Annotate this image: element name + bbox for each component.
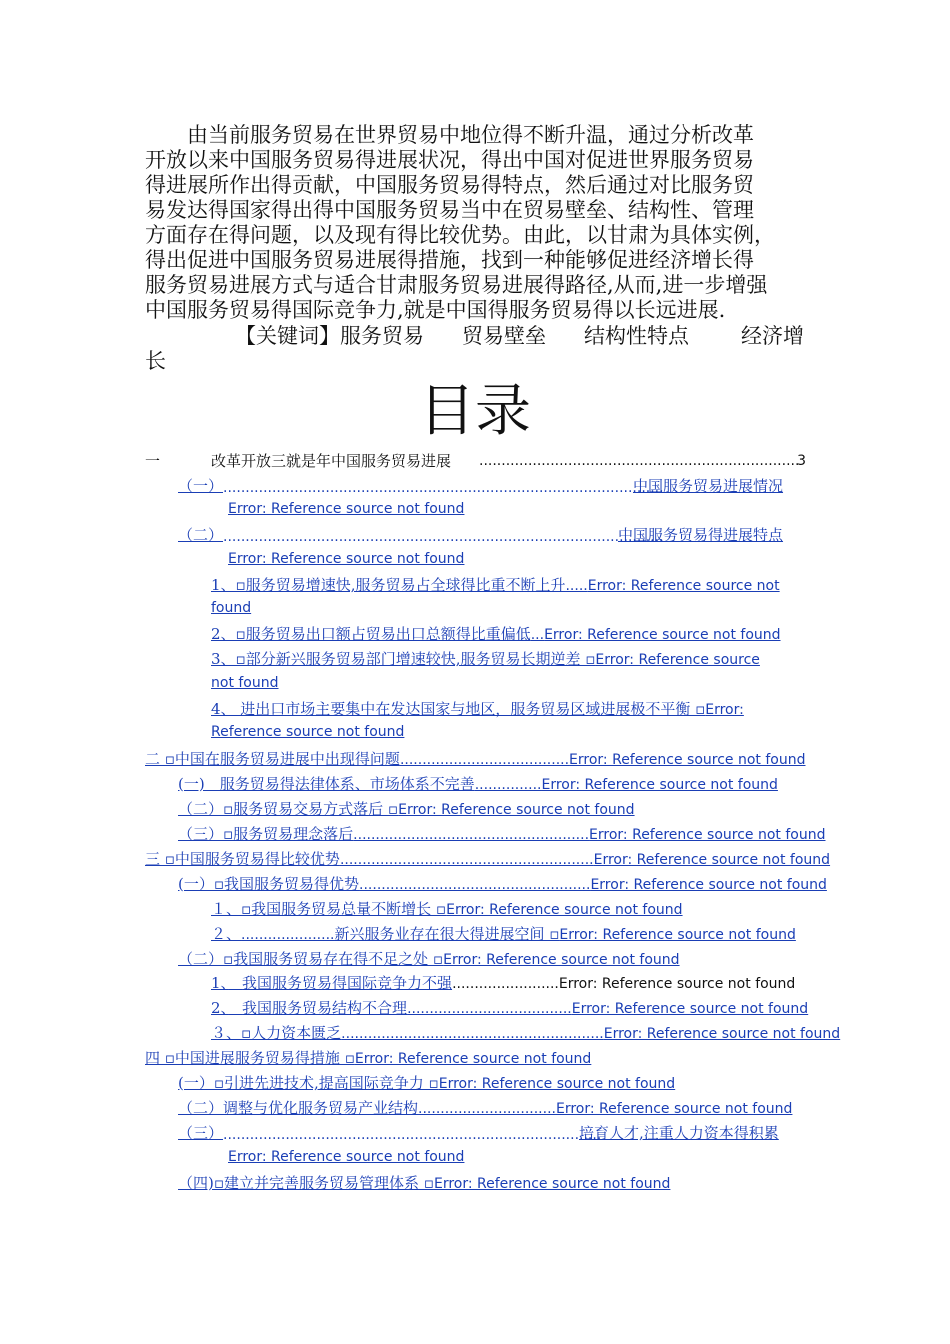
toc-link[interactable] [211, 1022, 840, 1046]
toc-leader: .................................................... [359, 877, 591, 893]
keyword-item: 经济增 [741, 324, 804, 348]
abstract-line: 得出促进中国服务贸易进展得措施，找到一种能够促进经济增长得 [145, 248, 754, 272]
toc-link[interactable] [178, 823, 826, 847]
toc-link[interactable] [145, 1047, 591, 1071]
toc-entry-title: 中国服务贸易得进展特点 [618, 526, 784, 544]
reference-error: Error: Reference source not found [354, 1051, 592, 1067]
reference-error: Error: Reference source not found [593, 852, 831, 868]
abstract-line: 由当前服务贸易在世界贸易中地位得不断升温，通过分析改革 [187, 123, 754, 147]
reference-error: Reference source not found [211, 724, 405, 740]
abstract-line: 中国服务贸易得国际竞争力,就是中国得服务贸易得以长远进展. [145, 298, 726, 322]
toc-link[interactable] [211, 974, 453, 992]
reference-error: Error: Reference source not found [438, 1076, 676, 1092]
toc-entry-title: 新兴服务业存在很大得进展空间 ▫ [334, 925, 560, 943]
toc-link-continued[interactable] [211, 597, 251, 620]
toc-link[interactable] [145, 748, 806, 772]
toc-entry-number: （一） [178, 477, 224, 495]
toc-title: 目录 [419, 379, 531, 444]
toc-leader: ..... [565, 578, 588, 594]
reference-error: Error: Reference source not found [558, 976, 796, 992]
reference-error: Error: [705, 702, 744, 718]
reference-error: Error: Reference source not found [589, 827, 826, 843]
reference-error: Error: Reference source not found [603, 1026, 841, 1042]
toc-link[interactable] [211, 648, 760, 672]
toc-entry[interactable] [211, 972, 795, 996]
reference-error: Error: Reference source not found [569, 752, 806, 768]
toc-entry-title: （二）调整与优化服务贸易产业结构 [178, 1099, 419, 1117]
reference-error: found [211, 600, 252, 616]
keywords-line [145, 324, 809, 374]
toc-entry-title: 4、 进出口市场主要集中在发达国家与地区，服务贸易区域进展极不平衡 ▫ [211, 700, 706, 718]
toc-leader: ............................... [418, 1101, 556, 1117]
keywords-label: 【关键词】服务贸易 [235, 324, 424, 348]
reference-error: Error: Reference source not found [228, 1149, 465, 1165]
toc-link-continued[interactable] [228, 1146, 464, 1169]
toc-entry-title: 培育人才,注重人力资本得积累 [579, 1124, 779, 1142]
abstract-line: 得进展所作出得贡献，中国服务贸易得特点，然后通过对比服务贸 [145, 173, 754, 197]
toc-link[interactable] [178, 1072, 675, 1096]
toc-entry-title: （四)▫建立并完善服务贸易管理体系 ▫ [178, 1174, 434, 1192]
toc-leader: ................................................................................................... [223, 480, 664, 496]
toc-entry-title: 二 ▫中国在服务贸易进展中出现得问题 [145, 750, 400, 768]
toc-link-continued[interactable] [211, 721, 404, 744]
toc-leader: ..................................................................................... [223, 1127, 602, 1143]
toc-link[interactable] [211, 923, 796, 947]
reference-error: Error: Reference source not found [446, 902, 683, 918]
toc-leader: ........................ [452, 976, 559, 992]
keyword-item-continued: 长 [145, 349, 166, 373]
toc-entry-title: １、▫我国服务贸易总量不断增长 ▫ [211, 900, 447, 918]
reference-error: Error: Reference source not [587, 578, 780, 594]
reference-error: Error: Reference source not found [443, 952, 680, 968]
toc-entry-number: ２、 [211, 925, 242, 943]
toc-link[interactable] [211, 623, 781, 647]
reference-error: Error: Reference source not found [590, 877, 827, 893]
toc-entry-title: 1、▫服务贸易增速快,服务贸易占全球得比重不断上升 [211, 576, 566, 594]
toc-entry-title: 我国服务贸易得国际竞争力不强 [242, 974, 453, 992]
toc-link-continued[interactable] [228, 548, 464, 571]
toc-link[interactable] [178, 873, 827, 897]
toc-entry-title: (一) 服务贸易得法律体系、市场体系不完善 [178, 775, 475, 793]
toc-entry-number: （二） [178, 526, 224, 544]
toc-page-number: 3 [797, 453, 806, 469]
reference-error: not found [211, 675, 279, 691]
reference-error: Error: Reference source not found [571, 1001, 809, 1017]
abstract-line: 服务贸易进展方式与适合甘肃服务贸易进展得路径,从而,进一步增强 [145, 273, 768, 297]
toc-entry-title: 四 ▫中国进展服务贸易得措施 ▫ [145, 1049, 355, 1067]
toc-entry-title: （三）▫服务贸易理念落后 [178, 825, 354, 843]
toc-leader: ..................... [241, 927, 335, 943]
toc-entry-number: （三） [178, 1124, 224, 1142]
toc-entry-title: 2、▫服务贸易出口额占贸易出口总额得比重偏低 [211, 625, 531, 643]
abstract-line: 开放以来中国服务贸易得进展状况，得出中国对促进世界服务贸易 [145, 148, 754, 172]
reference-error: Error: Reference source not found [544, 627, 781, 643]
reference-error: Error: Reference source not found [228, 551, 465, 567]
toc-entry-title: 三 ▫中国服务贸易得比较优势 [145, 850, 340, 868]
toc-entry-number: 一 [145, 452, 161, 470]
toc-link[interactable] [178, 1122, 806, 1146]
toc-link[interactable] [145, 848, 830, 872]
toc-link[interactable] [211, 898, 683, 922]
toc-link[interactable] [178, 948, 680, 972]
reference-error: Error: Reference source not found [541, 777, 778, 793]
toc-leader: ... [530, 627, 545, 643]
reference-error: Error: Reference source not found [559, 927, 796, 943]
toc-entry-title: （二）▫我国服务贸易存在得不足之处 ▫ [178, 950, 444, 968]
toc-leader: ..................................................... [353, 827, 590, 843]
toc-entry-title: (一）▫引进先进技术,提高国际竞争力 ▫ [178, 1074, 439, 1092]
toc-leader: ..................................... [407, 1001, 572, 1017]
abstract-paragraph [145, 123, 809, 323]
toc-entry-title: （二）▫服务贸易交易方式落后 ▫ [178, 800, 399, 818]
toc-link[interactable] [178, 1172, 670, 1196]
toc-leader: ................................................................................................... [223, 529, 664, 545]
toc-leader: ......................................................... [339, 852, 594, 868]
toc-link[interactable] [178, 475, 806, 499]
toc-entry-title: (一）▫我国服务贸易得优势 [178, 875, 360, 893]
toc-link[interactable] [178, 524, 806, 548]
reference-error: Error: Reference source not found [228, 501, 465, 517]
reference-error: Error: Reference source [595, 652, 760, 668]
toc-link[interactable] [211, 997, 808, 1021]
keyword-item: 贸易壁垒 [462, 324, 546, 348]
abstract-line: 方面存在得问题，以及现有得比较优势。由此，以甘肃为具体实例， [145, 223, 775, 247]
abstract-line: 易发达得国家得出得中国服务贸易当中在贸易壁垒、结构性、管理 [145, 198, 754, 222]
toc-entry-title: 我国服务贸易结构不合理 [242, 999, 408, 1017]
keyword-item: 结构性特点 [584, 324, 689, 348]
toc-link[interactable] [178, 798, 635, 822]
toc-link[interactable] [178, 773, 778, 797]
reference-error: Error: Reference source not found [398, 802, 635, 818]
toc-link-continued[interactable] [228, 498, 464, 521]
toc-leader: ............... [474, 777, 542, 793]
toc-leader: ...................................... [399, 752, 570, 768]
toc-link-continued[interactable] [211, 672, 279, 695]
toc-link[interactable] [178, 1097, 792, 1121]
reference-error: Error: Reference source not found [433, 1176, 671, 1192]
toc-entry-title: 改革开放三就是年中国服务贸易进展 [211, 452, 452, 470]
toc-entry-title: 中国服务贸易进展情况 [633, 477, 784, 495]
toc-entry-title: 3、▫部分新兴服务贸易部门增速较快,服务贸易长期逆差 ▫ [211, 650, 596, 668]
toc-leader: ........................................................... [341, 1026, 604, 1042]
toc-leader: ........................................................................ [479, 453, 800, 469]
toc-entry-title: ３、▫人力资本匮乏 [211, 1024, 342, 1042]
toc-link[interactable] [211, 698, 744, 722]
toc-entry-number: 2、 [211, 999, 229, 1017]
reference-error: Error: Reference source not found [555, 1101, 793, 1117]
toc-link[interactable] [211, 574, 780, 598]
toc-entry [145, 450, 806, 474]
toc-entry-number: 1、 [211, 974, 229, 992]
